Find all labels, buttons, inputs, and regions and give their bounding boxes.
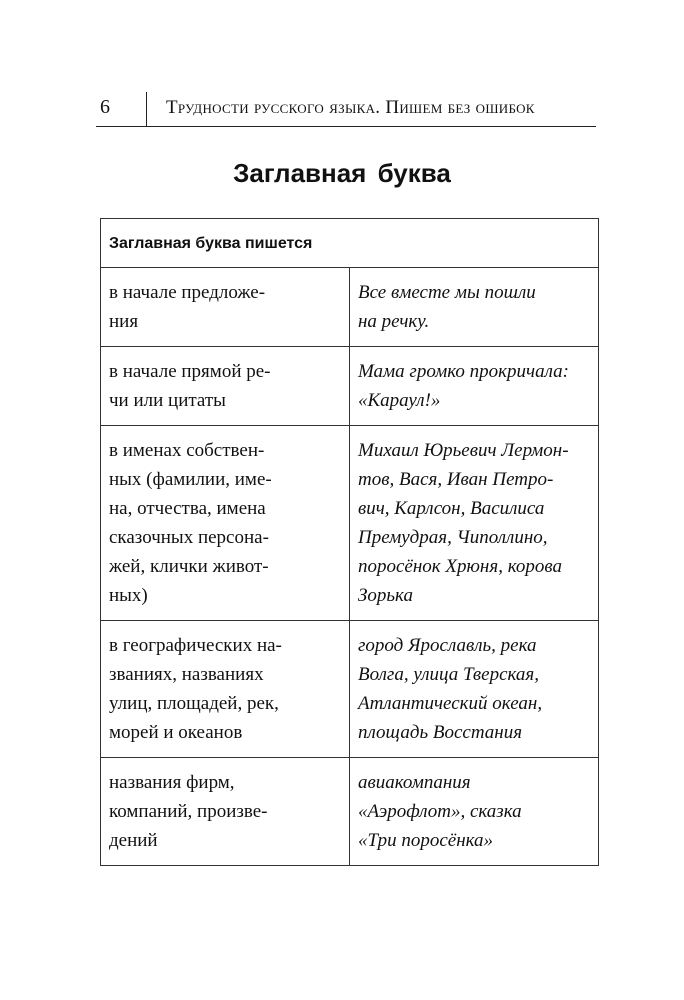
rule-line: ных (фамилии, име-	[109, 469, 272, 490]
rule-cell	[101, 758, 350, 866]
rule-line: званиях, названиях	[109, 664, 264, 685]
header-divider	[146, 92, 147, 126]
running-title: Трудности русского языка. Пишем без ошибок	[166, 97, 535, 118]
rule-line: названия фирм,	[109, 772, 235, 793]
example-line: площадь Восстания	[358, 722, 523, 743]
table-row	[101, 758, 599, 866]
rule-cell	[101, 268, 350, 347]
example-line: город Ярославль, река	[358, 635, 537, 656]
rule-line: ния	[109, 311, 139, 332]
example-line: Премудрая, Чиполлино,	[358, 527, 548, 548]
example-line: Мама громко прокричала:	[358, 361, 569, 382]
example-line: Зорька	[358, 585, 413, 606]
example-cell	[350, 268, 599, 347]
table-row	[101, 347, 599, 426]
example-cell	[350, 621, 599, 758]
example-line: авиакомпания	[358, 772, 471, 793]
example-line: Все вместе мы пошли	[358, 282, 536, 303]
rule-line: жей, клички живот-	[109, 556, 269, 577]
example-line: вич, Карлсон, Василиса	[358, 498, 545, 519]
rule-line: дений	[109, 830, 158, 851]
capital-letter-rules-table	[100, 218, 599, 866]
rule-line: на, отчества, имена	[109, 498, 266, 519]
example-line: «Караул!»	[358, 390, 441, 411]
table-header: Заглавная буква пишется	[101, 219, 599, 268]
example-line: «Аэрофлот», сказка	[358, 801, 522, 822]
example-line: Михаил Юрьевич Лермон-	[358, 440, 569, 461]
example-line: Волга, улица Тверская,	[358, 664, 540, 685]
rule-line: ных)	[109, 585, 148, 606]
example-cell	[350, 347, 599, 426]
table-header-row	[101, 219, 599, 268]
example-line: поросёнок Хрюня, корова	[358, 556, 562, 577]
rule-cell	[101, 426, 350, 621]
table-row	[101, 426, 599, 621]
rule-line: компаний, произве-	[109, 801, 268, 822]
example-line: тов, Вася, Иван Петро-	[358, 469, 554, 490]
example-cell	[350, 758, 599, 866]
table-row	[101, 621, 599, 758]
example-cell	[350, 426, 599, 621]
section-title: Заглавная буква	[233, 158, 451, 188]
rule-cell	[101, 621, 350, 758]
rule-line: в начале предложе-	[109, 282, 266, 303]
rule-cell	[101, 347, 350, 426]
rule-line: улиц, площадей, рек,	[109, 693, 279, 714]
example-line: «Три поросёнка»	[358, 830, 494, 851]
example-line: Атлантический океан,	[358, 693, 543, 714]
rule-line: в географических на-	[109, 635, 282, 656]
table-row	[101, 268, 599, 347]
page-header	[96, 92, 596, 127]
rule-line: чи или цитаты	[109, 390, 226, 411]
rule-line: в начале прямой ре-	[109, 361, 271, 382]
rule-line: морей и океанов	[109, 722, 243, 743]
example-line: на речку.	[358, 311, 430, 332]
rule-line: сказочных персона-	[109, 527, 269, 548]
page-number: 6	[100, 96, 110, 118]
rule-line: в именах собствен-	[109, 440, 265, 461]
